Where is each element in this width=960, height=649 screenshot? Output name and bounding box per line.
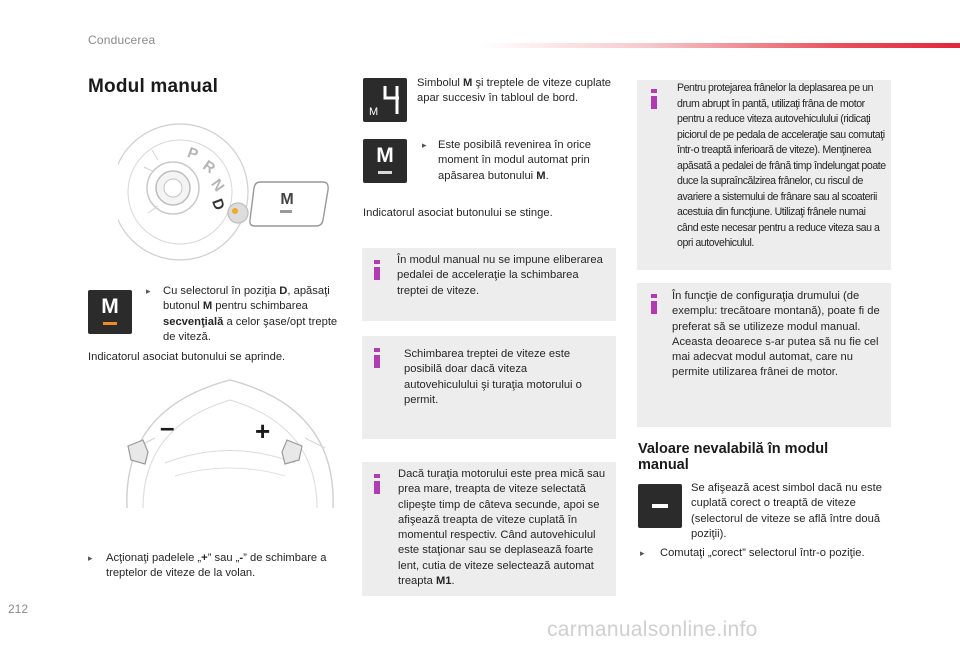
gear-letter-n: N — [207, 176, 228, 195]
info-box-road-config — [637, 283, 891, 427]
bullet-icon: ▸ — [146, 287, 151, 297]
invalid-value-note: Se afişează acest simbol dacă nu este cuplată corect o treaptă de viteze (selectorul de viteze se află între două poziţii). — [691, 482, 882, 540]
info-box-engine-braking-text: Pentru protejarea frânelor la deplasarea pe un drum abrupt în pantă, utilizaţi frâna de motor pentru a reduce viteza autovehiculului (ridicaţi piciorul de pe pedala de acceleraţie sau comutaţi într-o treaptă inferioară de viteze). Menţinerea apăsată a pedalei de frână timp îndelungat poate duce la supraîncălzirea frânelor, cu riscul de avariere a sistemului de frânare sau al scoaterii acestuia din funcţiune. Utilizaţi frânele numai când este necesar pentru a reduce viteza sau a opri autovehiculul. — [677, 82, 886, 249]
invalid-gear-dash-icon — [638, 484, 682, 528]
bullet-icon: ▸ — [88, 554, 93, 564]
info-box-engine-speed-text: Dacă turaţia motorului este prea mică sau prea mare, treapta de viteze selectată clipeşte timp de câteva secunde, apoi se afişează treapta de viteze cuplată în momentul respectiv. Când autovehiculul este staţionar sau se deplasează foarte lent, cutia de viteze selectează automat treapta M1. — [398, 468, 606, 588]
bullet-paddles: Acţionaţi padelele „+” sau „-” de schimbare a treptelor de viteze de la volan. — [106, 552, 327, 580]
info-box-pedal-text: În modul manual nu se impune eliberarea pedalei de acceleraţie la schimbarea treptei de viteze. — [397, 254, 603, 297]
header-accent-bar — [480, 43, 960, 48]
selector-m-button-label: M — [280, 191, 294, 208]
m-indicator-off-icon: M — [363, 139, 407, 183]
bullet-revert-auto: Este posibilă revenirea în orice moment în modul automat prin apăsarea butonului M. — [438, 139, 591, 182]
page-number: 212 — [8, 602, 29, 616]
m-indicator-light — [103, 322, 117, 325]
indicator-on-note: Indicatorul asociat butonului se aprinde. — [88, 351, 286, 363]
symbol-note: Simbolul M şi treptele de viteze cuplate apar succesiv în tabloul de bord. — [417, 77, 612, 105]
sub-heading-invalid-value: Valoare nevalabilă în modul manual — [638, 441, 829, 473]
bullet-select-correctly: Comutaţi „corect” selectorul într-o poziţie. — [660, 547, 865, 559]
gear-letter-p: P — [185, 144, 201, 164]
info-box-pedal — [362, 248, 616, 321]
info-box-gear-change — [362, 336, 616, 439]
gear-selector-illustration — [118, 120, 338, 270]
bullet-sequential-mode: Cu selectorul în poziţia D, apăsaţi butonul M pentru schimbarea secvenţială a celor şase/opt trepte de viteză. — [163, 285, 338, 343]
steering-wheel-paddles-illustration — [115, 368, 345, 520]
watermark: carmanualsonline.info — [547, 618, 758, 641]
info-box-gear-change-text: Schimbarea treptei de viteze este posibilă doar dacă viteza autovehiculului şi turaţia motorului o permit. — [404, 348, 582, 406]
bullet-icon: ▸ — [640, 549, 645, 559]
bullet-icon: ▸ — [422, 141, 427, 151]
gear-letter-r: R — [199, 157, 219, 178]
info-box-engine-speed — [362, 462, 616, 596]
paddle-plus-label: + — [255, 416, 271, 446]
gear-letter-d: D — [208, 196, 228, 213]
display-m4-digits — [363, 78, 407, 122]
indicator-off-note: Indicatorul asociat butonului se stinge. — [363, 207, 553, 219]
instrument-display-m4-icon — [363, 78, 407, 122]
m-indicator-light — [378, 171, 392, 174]
paddle-minus-label: – — [160, 412, 175, 442]
page-heading: Modul manual — [88, 76, 219, 97]
info-box-engine-braking — [637, 80, 891, 270]
svg-text:M: M — [369, 106, 379, 118]
section-title: Conducerea — [88, 33, 156, 47]
info-box-road-config-text: În funcţie de configuraţia drumului (de exemplu: trecătoare montană), poate fi de preferat să se utilizeze modul manual. Aceasta deoarece s-ar putea să nu fie cel mai adecvat modul automat, care nu permite utilizarea frânei de motor. — [672, 290, 880, 379]
m-indicator-on-icon: M — [88, 290, 132, 334]
